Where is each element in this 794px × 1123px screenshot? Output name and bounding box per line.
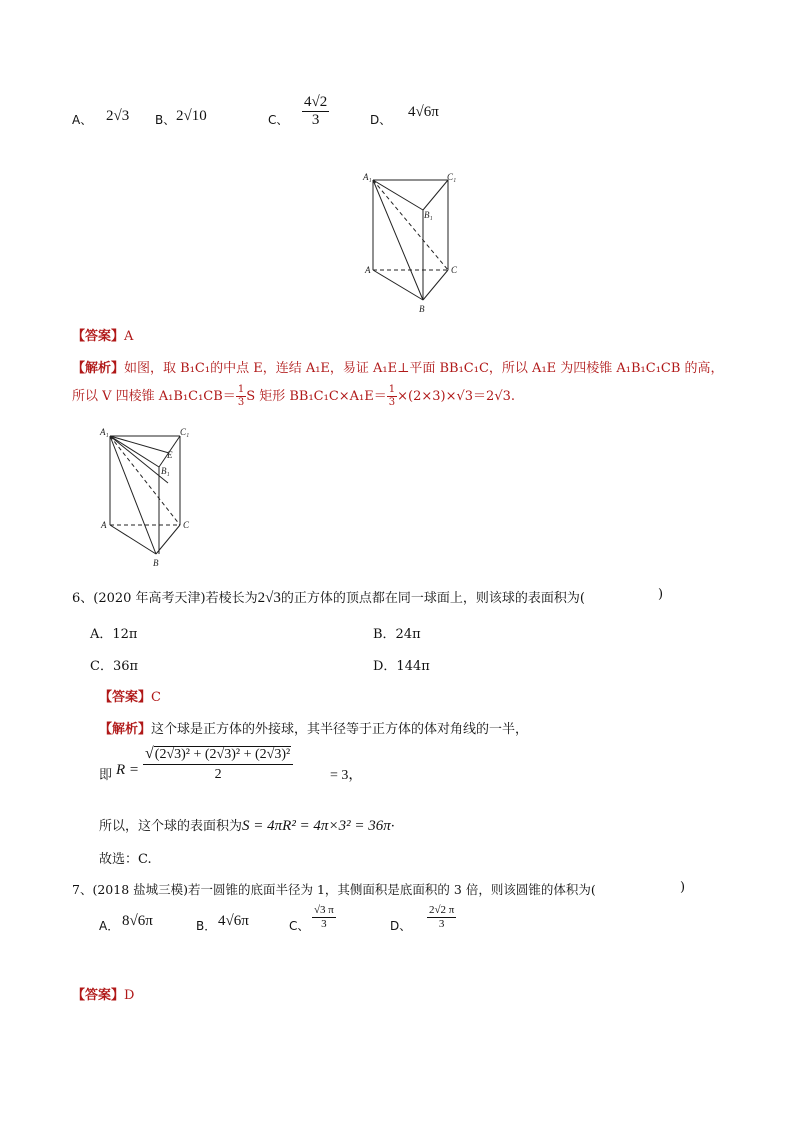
- edge-a1b: [373, 180, 423, 300]
- analysis-text: 这个球是正方体的外接球，其半径等于正方体的体对角线的一半，: [151, 722, 529, 737]
- edge-ab: [373, 270, 423, 300]
- prism-figure-1: [360, 168, 470, 316]
- q7-option-a-value: 8√6π: [122, 913, 153, 929]
- q7-option-b-value: 4√6π: [218, 913, 249, 929]
- analysis-text-2c: ×(2×3)×√3＝2√3.: [397, 389, 516, 404]
- q5-option-a-value: 2√3: [106, 108, 130, 124]
- label-c: C: [451, 265, 458, 275]
- q5-analysis-line1: [72, 357, 724, 376]
- q7-answer: [72, 984, 134, 1003]
- q5-analysis-line2: [72, 385, 515, 408]
- analysis-text-2a: 所以 V 四棱锥 A₁B₁C₁CB＝: [72, 389, 236, 404]
- q6-conclusion: 故选：C.: [99, 852, 152, 867]
- edge-cb: [423, 270, 448, 300]
- analysis-tag: 【解析】: [99, 722, 152, 737]
- q7-option-b-label: B．: [196, 919, 217, 933]
- answer-value: D: [124, 988, 135, 1003]
- frac1-numerator: 1: [237, 384, 245, 395]
- q5-answer: [72, 325, 133, 344]
- q6-stem-b: 的正方体的顶点都在同一球面上，则该球的表面积为(: [280, 591, 585, 606]
- q5-option-b-value: 2√10: [176, 108, 207, 124]
- q6-option-d: D．144π: [373, 659, 430, 674]
- q5-option-c-fraction: [302, 95, 329, 128]
- q6-option-b: B．24π: [373, 627, 421, 642]
- q6-formula-rhs: = 3，: [330, 768, 363, 783]
- answer-value: A: [124, 329, 134, 344]
- q6-stem-close: ): [658, 587, 664, 602]
- q7-stem: 7、(2018 盐城三模)若一圆锥的底面半径为 1，其侧面积是底面积的 3 倍，则该圆锥的体积为(: [72, 882, 596, 897]
- q6-option-c: C．36π: [90, 659, 139, 674]
- q6-stem-a: 6、(2020 年高考天津)若棱长为: [72, 591, 258, 606]
- formula-denominator: 2: [214, 767, 222, 782]
- q5-option-c-denominator: 3: [311, 112, 320, 128]
- formula-radicand: (2√3)² + (2√3)² + (2√3)²: [154, 747, 291, 762]
- q5-option-b-label: B、: [155, 113, 176, 127]
- edge-a1b1: [373, 180, 423, 210]
- edge-cb: [156, 525, 180, 554]
- q7-option-d-label: D、: [390, 919, 412, 933]
- q6-surface-line: [99, 815, 395, 835]
- label-a1: A₁: [363, 172, 372, 182]
- label-e: E: [167, 450, 173, 460]
- q6-stem-math: 2√3: [257, 590, 281, 606]
- edge-a1e: [110, 436, 169, 453]
- q7-option-a-label: A．: [99, 919, 120, 933]
- label-c1: C₁: [180, 427, 190, 437]
- label-b1: B₁: [161, 466, 170, 476]
- q5-option-d-value: 4√6π: [408, 104, 439, 120]
- q6-analysis: [99, 718, 528, 737]
- q7-option-c-label: C、: [289, 919, 310, 933]
- analysis-text-2b: S 矩形 BB₁C₁C×A₁E＝: [246, 389, 387, 404]
- frac1-denominator: 3: [237, 397, 245, 408]
- q5-option-a-label: A、: [72, 113, 93, 127]
- label-a1: A₁: [100, 427, 109, 437]
- answer-tag: 【答案】: [72, 329, 125, 344]
- surface-end: ·: [390, 819, 395, 834]
- q7-option-c-numerator: √3 π: [314, 904, 334, 916]
- label-b: B: [419, 304, 425, 314]
- q5-option-c-numerator: 4√2: [304, 94, 328, 110]
- analysis-tag: 【解析】: [72, 361, 125, 376]
- label-b1: B₁: [424, 210, 433, 220]
- label-c: C: [183, 520, 190, 530]
- surface-text: 所以，这个球的表面积为: [99, 819, 243, 834]
- q7-option-d-fraction: [427, 905, 456, 930]
- frac2-numerator: 1: [388, 384, 396, 395]
- label-b: B: [153, 558, 159, 568]
- edge-a1b1: [110, 436, 159, 467]
- label-c1: C₁: [447, 172, 457, 182]
- edge-a1b: [110, 436, 156, 554]
- q7-option-d-denominator: 3: [438, 918, 445, 930]
- q7-option-c-fraction: [312, 905, 336, 930]
- q5-option-c-label: C、: [268, 113, 289, 127]
- label-a: A: [101, 520, 107, 530]
- q6-stem: [72, 587, 585, 607]
- q7-stem-close: ): [680, 880, 686, 895]
- q6-formula-fraction: $\frac{\text{√(2√3)² + (2√3)² + (2√3)²}}{2}$: [143, 746, 293, 782]
- frac2-denominator: 3: [388, 397, 396, 408]
- label-a: A: [365, 265, 371, 275]
- surface-formula: S = 4πR² = 4π×3² = 36π: [242, 818, 391, 834]
- q7-option-c-denominator: 3: [321, 918, 327, 930]
- q6-formula-lhs: R =: [116, 762, 140, 778]
- answer-tag: 【答案】: [99, 690, 152, 705]
- q7-option-d-numerator: 2√2 π: [429, 904, 455, 916]
- prism-figure-2: [93, 425, 203, 573]
- edge-ab: [110, 525, 156, 554]
- q6-formula-prefix: 即: [99, 768, 113, 783]
- q6-option-a: A．12π: [90, 627, 138, 642]
- edge-c1b1: [423, 180, 448, 210]
- analysis-text-1: 如图，取 B₁C₁的中点 E，连结 A₁E，易证 A₁E⊥平面 BB₁C₁C，所以 A₁E 为四棱锥 A₁B₁C₁CB 的高，: [124, 361, 724, 376]
- answer-value: C: [151, 690, 161, 705]
- answer-tag: 【答案】: [72, 988, 125, 1003]
- q5-option-d-label: D、: [370, 113, 392, 127]
- q6-answer: [99, 686, 161, 705]
